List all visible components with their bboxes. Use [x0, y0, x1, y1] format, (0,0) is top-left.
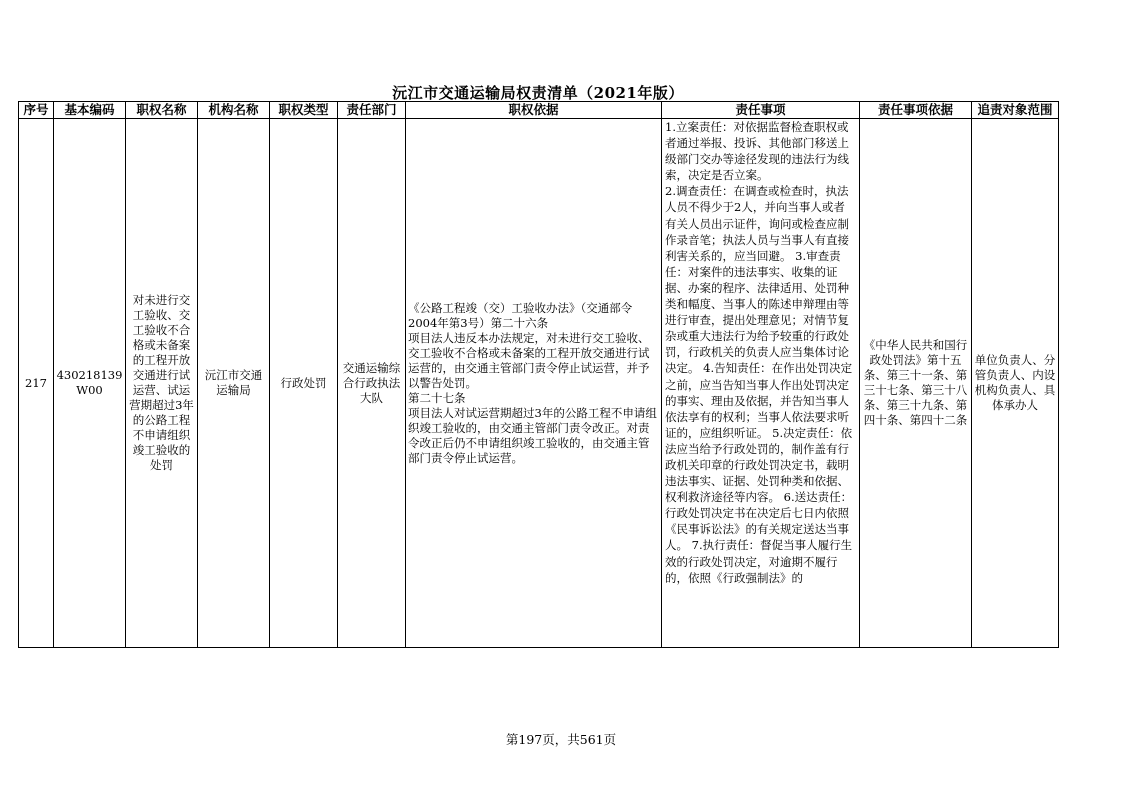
- cell-seq: 217: [19, 119, 54, 648]
- page-footer: 第197页，共561页: [505, 732, 617, 747]
- cell-power-name: 对未进行交工验收、交工验收不合格或未备案的工程开放交通进行试运营、试运营期超过3年的公路工程不申请组织竣工验收的处罚: [126, 119, 198, 648]
- cell-org: 沅江市交通运输局: [198, 119, 270, 648]
- cell-power-type: 行政处罚: [270, 119, 338, 648]
- header-code: 基本编码: [54, 102, 126, 119]
- header-power-name: 职权名称: [126, 102, 198, 119]
- cell-accountability: 单位负责人、分管负责人、内设机构负责人、具体承办人: [972, 119, 1059, 648]
- header-org: 机构名称: [198, 102, 270, 119]
- header-resp-basis: 责任事项依据: [860, 102, 972, 119]
- table-header-row: [19, 102, 1059, 119]
- page-title: 沅江市交通运输局权责清单（2021年版）: [392, 84, 684, 102]
- header-basis: 职权依据: [406, 102, 662, 119]
- header-power-type: 职权类型: [270, 102, 338, 119]
- header-accountability: 追责对象范围: [972, 102, 1059, 119]
- header-responsibility: 责任事项: [662, 102, 860, 119]
- cell-responsibility: 1.立案责任：对依据监督检查职权或者通过举报、投诉、其他部门移送上级部门交办等途径发现的违法行为线索，决定是否立案。 2.调查责任：在调查或检查时，执法人员不得少于2人，并向当事人或者有关人员出示证件，询问或检查应制作录音笔；执法人员与当事人有直接利害关系的，应当回避。 3.审查责任：对案件的违法事实、收集的证据、办案的程序、法律适用、处罚种类和幅度、当事人的陈述申辩理由等进行审查，提出处理意见；对情节复杂或重大违法行为给予较重的行政处罚，行政机关的负责人应当集体讨论决定。 4.告知责任：在作出处罚决定之前，应当告知当事人作出处罚决定的事实、理由及依据，并告知当事人依法享有的权利；当事人依法要求听证的，应组织听证。 5.决定责任：依法应当给予行政处罚的，制作盖有行政机关印章的行政处罚决定书，载明违法事实、证据、处罚种类和依据、权利救济途径等内容。 6.送达责任：行政处罚决定书在决定后七日内依照《民事诉讼法》的有关规定送达当事人。 7.执行责任：督促当事人履行生效的行政处罚决定，对逾期不履行的，依照《行政强制法》的: [662, 119, 860, 648]
- header-seq: 序号: [19, 102, 54, 119]
- table-row: [19, 119, 1059, 648]
- header-dept: 责任部门: [338, 102, 406, 119]
- responsibility-table: [18, 101, 1059, 648]
- cell-resp-basis: 《中华人民共和国行政处罚法》第十五条、第三十一条、第三十七条、第三十八条、第三十九条、第四十条、第四十二条: [860, 119, 972, 648]
- cell-code: 430218139W00: [54, 119, 126, 648]
- cell-dept: 交通运输综合行政执法大队: [338, 119, 406, 648]
- cell-basis: 《公路工程竣（交）工验收办法》（交通部令2004年第3号）第二十六条 项目法人违反本办法规定，对未进行交工验收、交工验收不合格或未备案的工程开放交通进行试运营的，由交通主管部门责令停止试运营，并予以警告处罚。 第二十七条 项目法人对试运营期超过3年的公路工程不申请组织竣工验收的，由交通主管部门责令改正。对责令改正后仍不申请组织竣工验收的，由交通主管部门责令停止试运营。: [406, 119, 662, 648]
